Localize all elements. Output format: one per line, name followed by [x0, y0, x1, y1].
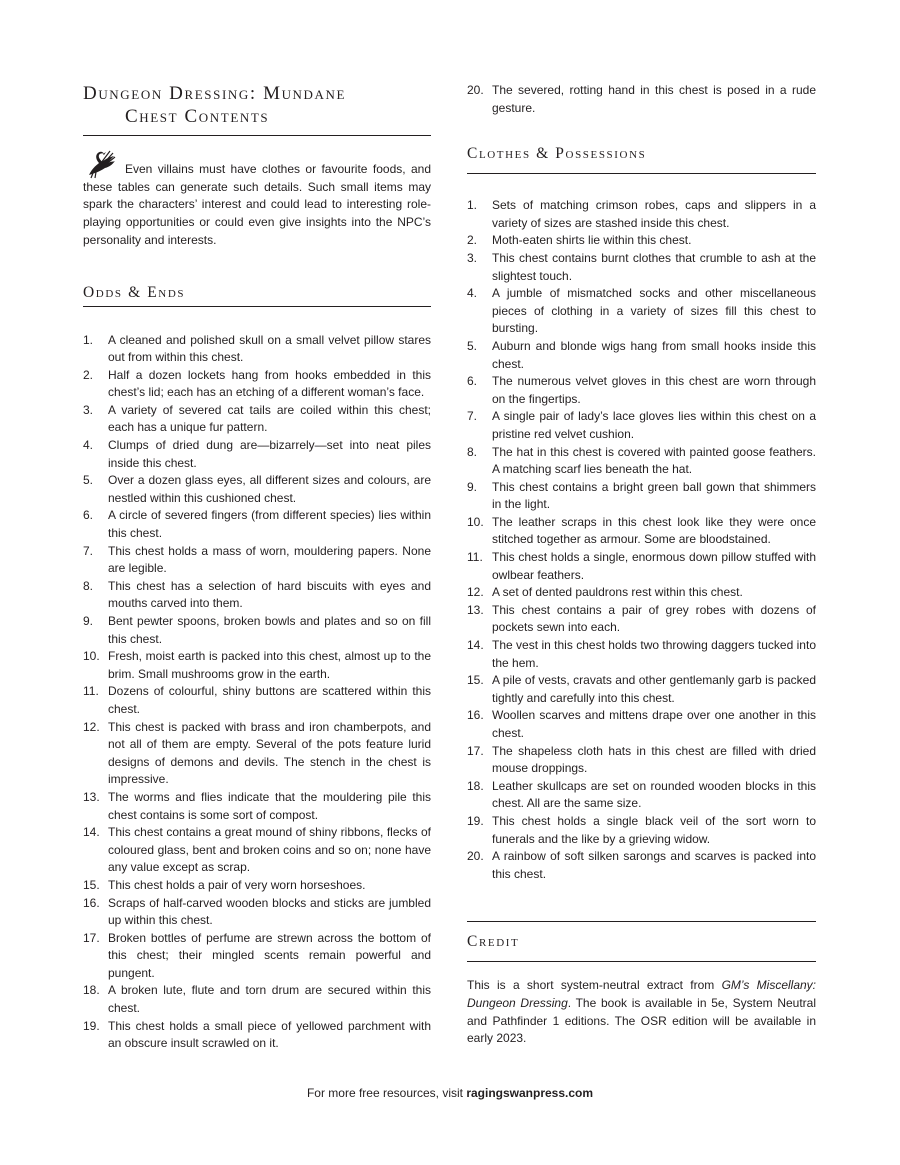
- list-item: [467, 637, 816, 672]
- list-item: [467, 743, 816, 778]
- list-item-text: Bent pewter spoons, broken bowls and plates and so on fill this chest.: [108, 614, 431, 646]
- list-item: [467, 408, 816, 443]
- list-item-text: A circle of severed fingers (from different species) lies within this chest.: [108, 508, 431, 541]
- clothes-heading: Clothes & Possessions: [467, 145, 647, 163]
- title-divider: [83, 135, 431, 136]
- list-item-text: This chest contains a pair of grey robes with dozens of pockets sewn into each.: [492, 602, 816, 635]
- list-item-number: 1.: [83, 332, 94, 347]
- credit-pre: This is a short system-neutral extract from: [467, 978, 722, 993]
- list-item-number: 19.: [467, 813, 484, 828]
- list-item-number: 14.: [467, 638, 484, 653]
- list-item-text: A rainbow of soft silken sarongs and scarves is packed into this chest.: [492, 849, 816, 881]
- list-item-text: Broken bottles of perfume are strewn across the bottom of this chest; their mingled scents remain powerful and pungent.: [108, 930, 431, 980]
- list-item-text: This chest holds a single black veil of the sort worn to funerals and the like by a grieving widow.: [492, 813, 816, 846]
- list-item-text: A variety of severed cat tails are coiled within this chest; each has a unique fur pattern.: [108, 402, 431, 435]
- list-item: [83, 437, 431, 472]
- list-item-number: 2.: [467, 233, 478, 248]
- list-item-number: 15.: [467, 673, 484, 688]
- list-item-text: Auburn and blonde wigs hang from small hooks inside this chest.: [492, 338, 816, 371]
- footer: [0, 1085, 900, 1102]
- list-item: [83, 930, 431, 983]
- credit-text: [467, 977, 816, 1048]
- list-item-text: Fresh, moist earth is packed into this chest, almost up to the brim. Small mushrooms grow in the earth.: [108, 649, 431, 681]
- list-item-number: 16.: [467, 708, 484, 723]
- list-item-number: 6.: [83, 508, 94, 523]
- list-item: [83, 472, 431, 507]
- list-item: [467, 707, 816, 742]
- list-item: [83, 507, 431, 542]
- list-item: [467, 584, 816, 602]
- list-item: [83, 789, 431, 824]
- list-item-text: This chest contains a great mound of shiny ribbons, flecks of coloured glass, bent and broken coins and so on; none have any value except as scrap.: [108, 825, 431, 875]
- list-item: [467, 514, 816, 549]
- list-item: [83, 578, 431, 613]
- list-item-number: 5.: [467, 338, 478, 353]
- list-item-number: 18.: [83, 983, 100, 998]
- list-item: [467, 672, 816, 707]
- footer-text: For more free resources, visit: [306, 1086, 467, 1100]
- list-item: [83, 543, 431, 578]
- intro-block: [83, 143, 431, 250]
- list-item-text: Clumps of dried dung are—bizarrely—set into neat piles inside this chest.: [108, 438, 431, 470]
- list-item-text: A pile of vests, cravats and other gentlemanly garb is packed tightly and carefully into this chest.: [492, 673, 816, 705]
- list-item-number: 11.: [83, 684, 99, 699]
- list-item-number: 13.: [83, 789, 100, 804]
- list-item: [83, 719, 431, 789]
- list-item-number: 20.: [467, 849, 484, 864]
- list-item: [467, 82, 816, 117]
- list-item: [83, 367, 431, 402]
- list-item-text: The leather scraps in this chest look like they were once stitched together as armour. Some are bloodstained.: [492, 514, 816, 547]
- list-item-text: The worms and flies indicate that the mouldering pile this chest contains is some sort of compost.: [108, 789, 431, 822]
- list-item-text: This chest contains a bright green ball gown that shimmers in the light.: [492, 479, 816, 512]
- list-item-text: The vest in this chest holds two throwing daggers tucked into the hem.: [492, 638, 816, 670]
- list-item-number: 8.: [83, 578, 94, 593]
- list-item: [467, 444, 816, 479]
- list-item-number: 7.: [83, 543, 94, 558]
- list-item: [83, 982, 431, 1017]
- list-item-text: This chest has a selection of hard biscuits with eyes and mouths carved into them.: [108, 578, 431, 611]
- list-item: [83, 332, 431, 367]
- list-item-number: 19.: [83, 1018, 100, 1033]
- odds-ends-divider: [83, 306, 431, 307]
- list-item: [467, 479, 816, 514]
- clothes-divider: [467, 173, 816, 174]
- list-item: [467, 602, 816, 637]
- list-item: [83, 683, 431, 718]
- list-item: [83, 895, 431, 930]
- list-item-number: 16.: [83, 895, 100, 910]
- list-item-number: 3.: [467, 250, 478, 265]
- footer-link[interactable]: ragingswanpress.com: [466, 1086, 594, 1100]
- list-item: [83, 613, 431, 648]
- list-item-number: 1.: [467, 198, 478, 213]
- list-item-number: 11.: [467, 550, 483, 565]
- list-item-number: 3.: [83, 402, 94, 417]
- clothes-list: [467, 197, 816, 883]
- odds-ends-list: [83, 332, 431, 1053]
- list-item-number: 8.: [467, 444, 478, 459]
- list-item-number: 10.: [467, 514, 484, 529]
- list-item: [467, 373, 816, 408]
- list-item-text: Sets of matching crimson robes, caps and slippers in a variety of sizes are stashed inside this chest.: [492, 198, 816, 230]
- list-item-text: Leather skullcaps are set on rounded wooden blocks in this chest. All are the same size.: [492, 778, 816, 811]
- list-item: [83, 648, 431, 683]
- list-item: [467, 338, 816, 373]
- list-item-number: 6.: [467, 374, 478, 389]
- list-item-number: 4.: [83, 438, 94, 453]
- list-item-number: 7.: [467, 409, 478, 424]
- credit-post: . The book is available in 5e, System Neutral and Pathfinder 1 editions. The OSR edition will be available in early 2023.: [467, 996, 817, 1046]
- credit-heading: Credit: [467, 933, 520, 951]
- right-column: [467, 82, 816, 1048]
- list-item-text: A set of dented pauldrons rest within this chest.: [492, 585, 743, 600]
- list-item-number: 12.: [83, 719, 100, 734]
- list-item-text: The severed, rotting hand in this chest is posed in a rude gesture.: [492, 83, 816, 115]
- list-item-text: This chest contains burnt clothes that crumble to ash at the slightest touch.: [492, 250, 816, 283]
- list-item-number: 5.: [83, 473, 94, 488]
- list-item-text: A single pair of lady’s lace gloves lies within this chest on a pristine red velvet cushion.: [492, 409, 816, 441]
- list-item-text: This chest holds a pair of very worn horseshoes.: [108, 877, 366, 892]
- left-column: [83, 82, 431, 1053]
- list-item: [467, 549, 816, 584]
- list-item: [467, 250, 816, 285]
- list-item-text: A jumble of mismatched socks and other miscellaneous pieces of clothing in a variety of sizes fill this chest to bursting.: [492, 286, 816, 336]
- list-item: [83, 824, 431, 877]
- list-item-text: This chest holds a single, enormous down pillow stuffed with owlbear feathers.: [492, 550, 816, 582]
- list-item: [467, 848, 816, 883]
- list-item-number: 15.: [83, 877, 100, 892]
- list-item-text: Woollen scarves and mittens drape over one another in this chest.: [492, 708, 816, 740]
- list-item: [467, 285, 816, 338]
- list-item-text: This chest holds a mass of worn, mouldering papers. None are legible.: [108, 543, 431, 576]
- list-item-number: 9.: [467, 479, 478, 494]
- list-item: [467, 813, 816, 848]
- list-item-text: The hat in this chest is covered with painted goose feathers. A matching scarf lies beneath the hat.: [492, 444, 816, 477]
- list-item-number: 17.: [467, 743, 484, 758]
- list-item-number: 18.: [467, 778, 484, 793]
- list-item-number: 10.: [83, 649, 100, 664]
- list-item: [83, 877, 431, 895]
- list-item-text: A cleaned and polished skull on a small velvet pillow stares out from within this chest.: [108, 332, 431, 365]
- credit-divider: [467, 961, 816, 962]
- credit-top-divider: [467, 921, 816, 922]
- odds-ends-heading: Odds & Ends: [83, 283, 186, 301]
- credit-book-title: GM’s Miscellany: Dungeon Dressing: [467, 978, 816, 1011]
- list-item-text: Moth-eaten shirts lie within this chest.: [492, 233, 692, 248]
- list-item-text: This chest holds a small piece of yellowed parchment with an obscure insult scrawled on it.: [108, 1018, 431, 1051]
- list-item-text: Half a dozen lockets hang from hooks embedded in this chest’s lid; each has an etching of a different woman’s face.: [108, 367, 431, 400]
- odds-ends-list-continued: [467, 82, 816, 117]
- list-item-text: Over a dozen glass eyes, all different sizes and colours, are nestled within this cushioned chest.: [108, 473, 431, 505]
- list-item: [467, 197, 816, 232]
- list-item: [467, 232, 816, 250]
- list-item-text: A broken lute, flute and torn drum are secured within this chest.: [108, 983, 431, 1016]
- page-title: [83, 82, 431, 128]
- list-item-text: The numerous velvet gloves in this chest are worn through on the fingertips.: [492, 374, 816, 406]
- title-line-2: Chest Contents: [125, 106, 270, 127]
- swan-logo-icon: [83, 145, 117, 179]
- list-item-number: 20.: [467, 83, 484, 97]
- list-item: [83, 402, 431, 437]
- list-item-number: 13.: [467, 602, 484, 617]
- title-line-1: Dungeon Dressing: Mundane: [83, 83, 347, 104]
- list-item: [467, 778, 816, 813]
- list-item-number: 17.: [83, 930, 100, 945]
- list-item-number: 14.: [83, 825, 100, 840]
- list-item-text: This chest is packed with brass and iron chamberpots, and not all of them are empty. Several of the pots feature lurid designs of demons and devils. The stench in the chest is impressive.: [108, 719, 431, 787]
- list-item-number: 4.: [467, 286, 478, 301]
- list-item-number: 2.: [83, 367, 94, 382]
- intro-text: Even villains must have clothes or favourite foods, and these tables can generate such details. Such small items may spark the characters’ interest and could lead to interesting role-playing opportunities or could even give insights into the NPC’s personality and interests.: [83, 162, 431, 247]
- list-item: [83, 1018, 431, 1053]
- list-item-text: Dozens of colourful, shiny buttons are scattered within this chest.: [108, 684, 431, 716]
- list-item-text: Scraps of half-carved wooden blocks and sticks are jumbled up within this chest.: [108, 895, 431, 928]
- list-item-text: The shapeless cloth hats in this chest are filled with dried mouse droppings.: [492, 743, 816, 776]
- list-item-number: 9.: [83, 614, 94, 629]
- list-item-number: 12.: [467, 585, 484, 600]
